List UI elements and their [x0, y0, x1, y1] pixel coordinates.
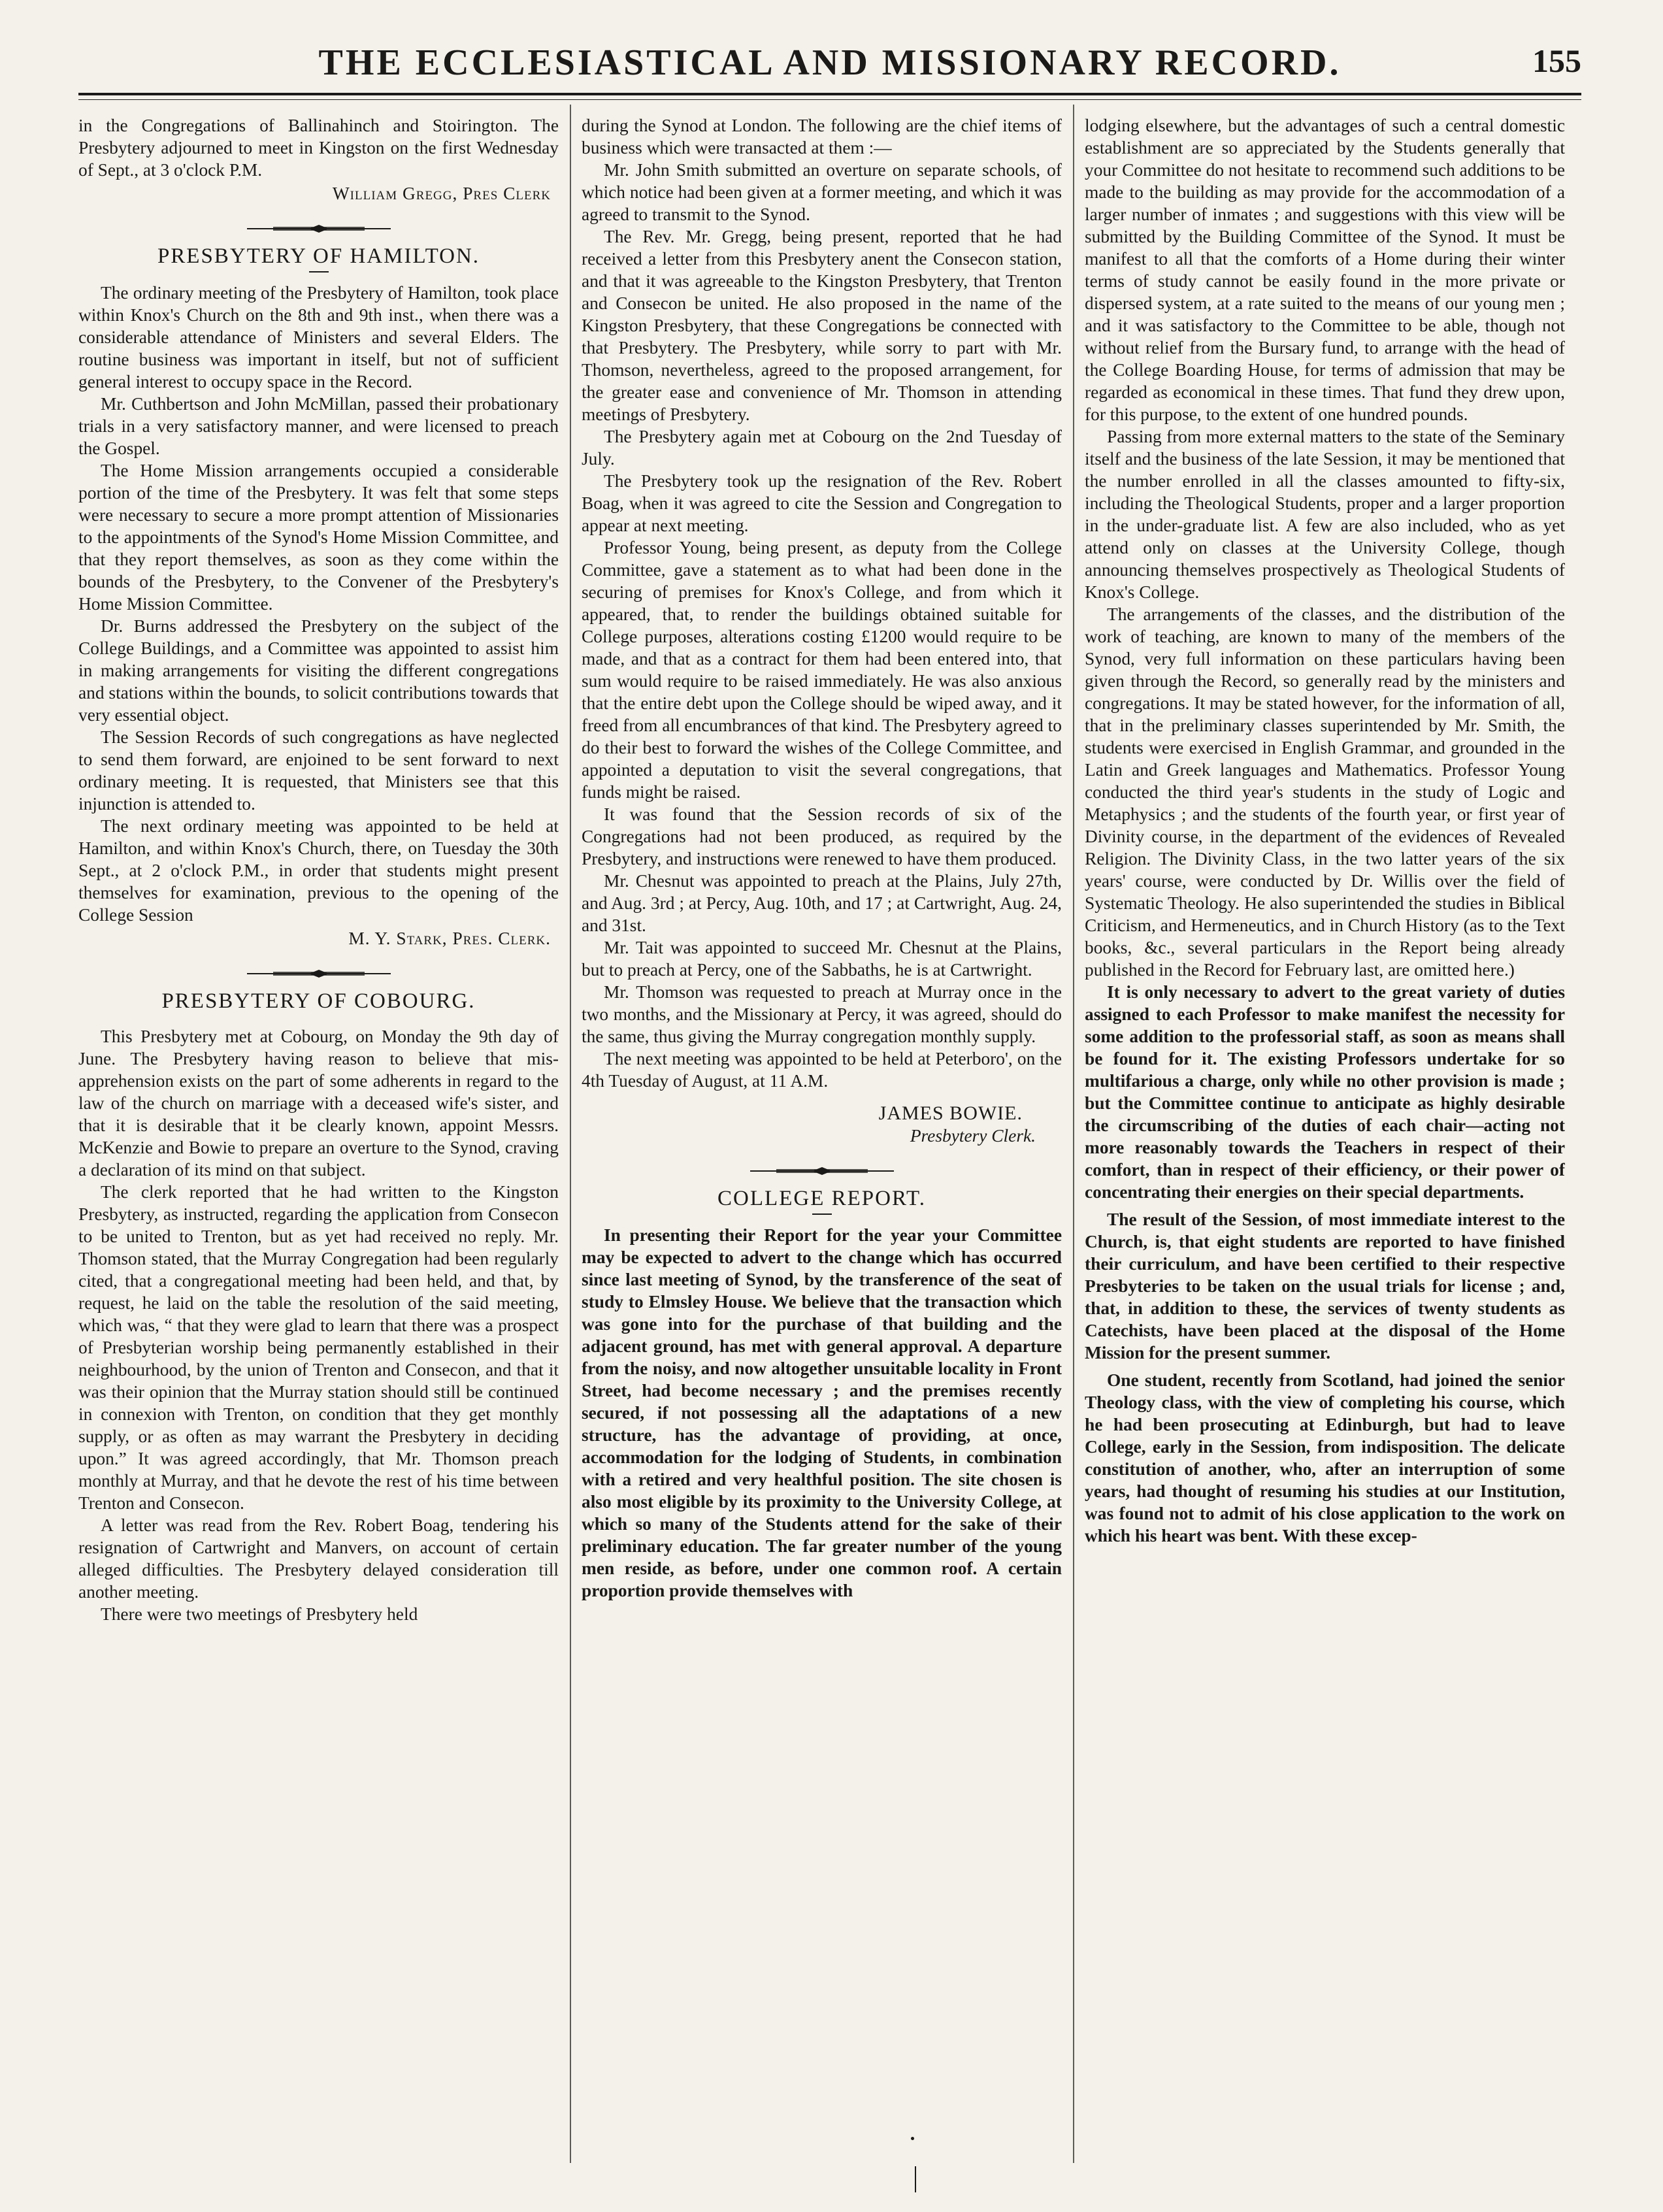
ornament-divider	[78, 969, 559, 978]
paragraph: It was found that the Session records of six of the Congregations had not been produced, as required by the Presbytery, and instructions were renewed to have them produced.	[582, 804, 1062, 868]
print-speck	[911, 2137, 914, 2140]
paragraph: This Presbytery met at Cobourg, on Monday the 9th day of June. The Presbytery having reason to believe that mis-apprehension exists on the part of some adherents in regard to the law of the church on marriage with a deceased wife's sister, and that it is desirable that it be clearly known, appoint Messrs. McKenzie and Bowie to prepare an overture to the Synod, craving a declaration of its mind on that subject.	[78, 1027, 559, 1180]
paragraph: Dr. Burns addressed the Presbytery on the subject of the College Buildings, and a Committee was appointed to assist him in making arrangements for visiting the different congregations and stations within the bounds, to solicit contributions towards that very essential object.	[78, 616, 559, 725]
paragraph: lodging elsewhere, but the advantages of such a central domestic establishment are so appreciated by the Students generally that your Committee do not hesitate to recommend such additions to be made to the building as may provide for the accommodation of a larger number of inmates ; and suggestions with this view will be submitted by the Building Committee of the Synod. It must be manifest to all that the comforts of a Home during their winter terms of study cannot be easily found in the more private or dispersed system, at a rate suited to the means of our young men ; and it was satisfactory to the Committee to be able, though not without relief from the Bursary fund, to arrange with the head of the College Boarding House, for terms of admission that may be regarded as economical in these times. That fund they drew upon, for this purpose, to the extent of one hundred pounds.	[1085, 116, 1565, 424]
paragraph: The result of the Session, of most immediate interest to the Church, is, that eight students are reported to have finished their curriculum, and have been certified to their respective Presbyteries to be taken on the usual trials for license ; and, that, in addition to these, the services of twenty students as Catechists, have been placed at the disposal of the Home Mission for the present summer.	[1085, 1210, 1565, 1362]
signature-title: Presbytery Clerk.	[910, 1126, 1036, 1146]
ornament-divider	[582, 1166, 1062, 1176]
page-number: 155	[1532, 42, 1581, 79]
paragraph: The ordinary meeting of the Presbytery of Hamilton, took place within Knox's Church on the 8th and 9th inst., when there was a considerable attendance of Ministers and several Elders. The routine business was important in itself, but not of sufficient general interest to occupy space in the Record.	[78, 283, 559, 391]
heading-dash	[78, 271, 559, 272]
paragraph: The next ordinary meeting was appointed to be held at Hamilton, and within Knox's Church, there, on Tuesday the 30th Sept., at 2 o'clock P.M., in order that students might present themselves for examination, previous to the opening of the College Session	[78, 816, 559, 925]
paragraph: in the Congregations of Ballinahinch and Stoirington. The Presbytery adjourned to meet in Kingston on the first Wednesday of Sept., at 3 o'clock P.M.	[78, 116, 559, 180]
paragraph: The Home Mission arrangements occupied a considerable portion of the time of the Presbytery. It was felt that some steps were necessary to secure a more prompt attention of Missionaries to the appointments of the Synod's Home Mission Committee, and that they report themselves, as soon as they come within the bounds of the Presbytery, to the Convener of the Presbytery's Home Mission Committee.	[78, 461, 559, 614]
signature-name: JAMES BOWIE.	[878, 1102, 1023, 1124]
paragraph: There were two meetings of Presbytery held	[101, 1604, 418, 1624]
paragraph: during the Synod at London. The following are the chief items of business which were transacted at them :—	[582, 116, 1062, 157]
paragraph: A letter was read from the Rev. Robert Boag, tendering his resignation of Cartwright and Manvers, on account of certain alleged difficulties. The Presbytery delayed consideration till another meeting.	[78, 1515, 559, 1602]
paragraph: Mr. Cuthbertson and John McMillan, passed their probationary trials in a very satisfactory manner, and were licensed to preach the Gospel.	[78, 394, 559, 458]
paragraph: Mr. Thomson was requested to preach at Murray once in the two months, and the Missionary at Percy, it was agreed, should do the same, thus giving the Murray congregation monthly supply.	[582, 982, 1062, 1046]
section-heading: PRESBYTERY OF HAMILTON.	[157, 244, 480, 268]
heading-dash	[582, 1213, 1062, 1215]
paragraph: The Session Records of such congregations as have neglected to send them forward, are enjoined to be sent forward to next ordinary meeting. It is requested, that Ministers see that this injunction is attended to.	[78, 727, 559, 814]
paragraph: Professor Young, being present, as deputy from the College Committee, gave a statement as to what had been done in the securing of premises for Knox's College, and from which it appeared, that, to render the buildings obtained suitable for College purposes, alterations costing £1200 would require to be made, and that as a contract for them had been entered into, that sum would require to be raised immediately. He was also anxious that the entire debt upon the College should be wiped away, and it freed from all encumbrances of that kind. The Presbytery agreed to do their best to forward the wishes of the College Committee, and appointed a deputation to visit the several congregations, that funds might be raised.	[582, 538, 1062, 802]
paragraph: Mr. Chesnut was appointed to preach at the Plains, July 27th, and Aug. 3rd ; at Percy, Aug. 10th, and 17 ; at Cartwright, Aug. 24, and 31st.	[582, 871, 1062, 935]
paragraph: The Presbytery again met at Cobourg on the 2nd Tuesday of July.	[582, 427, 1062, 469]
column-2	[582, 114, 1062, 2173]
signature: William Gregg, Pres Clerk	[332, 184, 551, 203]
signature: M. Y. Stark, Pres. Clerk.	[348, 929, 551, 948]
paragraph: Passing from more external matters to the state of the Seminary itself and the business of the late Session, it may be mentioned that the number enrolled in all the classes amounted to fifty-six, including the Theological Students, proper and a larger proportion in the under-graduate list. A few are also included, who as yet attend only on classes at the University College, though announcing themselves prospectively as Theological Students of Knox's College.	[1085, 427, 1565, 602]
page-header	[78, 39, 1581, 91]
paragraph: The Rev. Mr. Gregg, being present, reported that he had received a letter from this Presbytery anent the Consecon station, and that it was agreeable to the Kingston Presbytery, that Trenton and Consecon be united. He also proposed in the name of the Kingston Presbytery, that these Congregations be connected with that Presbytery. The Presbytery, while sorry to part with Mr. Thomson, nevertheless, agreed to the proposed arrangement, for the greater ease and convenience of Mr. Thomson in attending meetings of Presbytery.	[582, 227, 1062, 424]
running-title: THE ECCLESIASTICAL AND MISSIONARY RECORD.	[318, 42, 1342, 83]
paragraph: The next meeting was appointed to be held at Peterboro', on the 4th Tuesday of August, at 11 A.M.	[582, 1049, 1062, 1091]
section-heading: PRESBYTERY OF COBOURG.	[161, 989, 476, 1013]
column-divider	[1073, 105, 1074, 2163]
paragraph: The arrangements of the classes, and the distribution of the work of teaching, are known to many of the members of the Synod, very full information on these particulars having been given through the Record, so generally read by the ministers and congregations. It may be stated however, for the information of all, that in the preliminary classes superintended by Mr. Smith, the students were exercised in English Grammar, and grounded in the Latin and Greek languages and Mathematics. Professor Young conducted the third year's students in the study of Logic and Metaphysics ; and the students of the fourth year, or first year of Divinity course, in the department of the evidences of Revealed Religion. The Divinity Class, in the two latter years of the six years' course, were conducted by Dr. Willis over the field of Systematic Theology. He also superintended the studies in Biblical Criticism, and Hermeneutics, and in Church History (as to the Text books, &c., several particulars in the Report being already published in the Record for February last, are omitted here.)	[1085, 604, 1565, 980]
column-3	[1085, 114, 1565, 2173]
paragraph: The clerk reported that he had written to the Kingston Presbytery, as instructed, regarding the application from Consecon to be united to Trenton, but as yet had received no reply. Mr. Thomson stated, that the Murray Congregation had been regularly cited, that a congregational meeting had been held, and that, by request, he laid on the table the resolution of the said meeting, which was, “ that they were glad to learn that there was a prospect of Presbyterian worship being permanently established in their neighbourhood, by the union of Trenton and Consecon, and that it was their opinion that the Murray station should still be continued in connexion with Trenton, on condition that they get monthly supply, or as often as may warrant the Presbytery in deciding upon.” It was agreed accordingly, that Mr. Thomson preach monthly at Murray, and that he devote the rest of his time between Trenton and Consecon.	[78, 1182, 559, 1513]
paragraph: Mr. Tait was appointed to succeed Mr. Chesnut at the Plains, but to preach at Percy, one of the Sabbaths, he is at Cartwright.	[582, 938, 1062, 980]
column-divider	[570, 105, 571, 2163]
header-rule	[78, 93, 1581, 95]
paragraph: In presenting their Report for the year your Committee may be expected to advert to the change which has occurred since last meeting of Synod, by the transference of the seat of study to Elmsley House. We believe that the transaction which was gone into for the purchase of that building and the adjacent ground, has met with general approval. A departure from the noisy, and now altogether unsuitable locality in Front Street, had become necessary ; and the premises recently secured, if not possessing all the adaptations of a new structure, has the advantage of providing, at once, accommodation for the lodging of Students, in combination with a retired and very healthful position. The site chosen is also most eligible by its proximity to the University College, at which so many of the Students attend for the sake of their preliminary education. The far greater number of the young men reside, as before, under one common roof. A certain proportion provide themselves with	[582, 1225, 1062, 1600]
print-mark	[915, 2166, 916, 2192]
paragraph: The Presbytery took up the resignation of the Rev. Robert Boag, when it was agreed to cite the Session and Congregation to appear at next meeting.	[582, 471, 1062, 535]
column-1	[78, 114, 559, 2173]
ornament-divider	[78, 224, 559, 233]
section-heading: COLLEGE REPORT.	[717, 1187, 926, 1210]
paragraph: Mr. John Smith submitted an overture on separate schools, of which notice had been given at a former meeting, and which it was agreed to transmit to the Synod.	[582, 160, 1062, 224]
paragraph: It is only necessary to advert to the great variety of duties assigned to each Professor to make manifest the necessity for some addition to the professorial staff, as soon as means shall be found for it. The existing Professors undertake for so multifarious a charge, only while no other provision is made ; but the Committee continue to anticipate as highly desirable the circumscribing of the duties of each chair—acting not more reasonably towards the Teachers in respect of their comfort, than in respect of their efficiency, or their power of concentrating their energies on their special departments.	[1085, 982, 1565, 1202]
paragraph: One student, recently from Scotland, had joined the senior Theology class, with the view of completing his course, which he had been prosecuting at Edinburgh, but had to leave College, early in the Session, from indisposition. The delicate constitution of another, who, after an interruption of some years, had thought of resuming his studies at our Institution, was found not to admit of his close application to the work on which his heart was bent. With these excep-	[1085, 1370, 1565, 1545]
header-rule-thin	[78, 99, 1581, 100]
